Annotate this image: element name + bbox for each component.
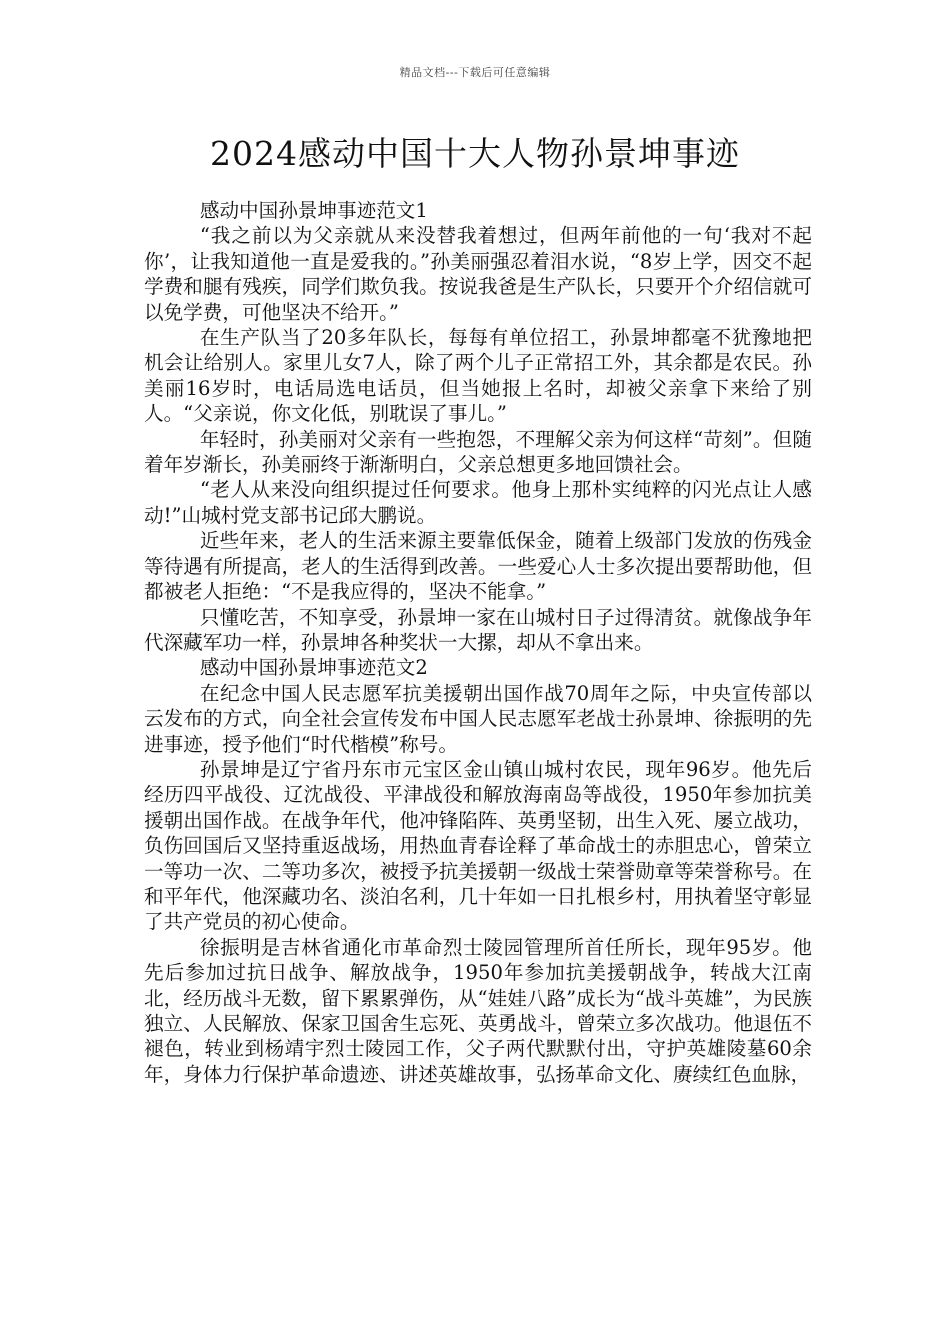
body-paragraph: “老人从来没向组织提过任何要求。他身上那朴实纯粹的闪光点让人感动!”山城村党支部书记邱大鹏说。 [144, 478, 812, 527]
body-paragraph: 只懂吃苦，不知享受，孙景坤一家在山城村日子过得清贫。就像战争年代深藏军功一样，孙景坤各种奖状一大摞，却从不拿出来。 [144, 605, 812, 654]
body-paragraph: 在生产队当了20多年队长，每每有单位招工，孙景坤都毫不犹豫地把机会让给别人。家里儿女7人，除了两个儿子正常招工外，其余都是农民。孙美丽16岁时，电话局选电话员，但当她报上名时，却被父亲拿下来给了别人。“父亲说，你文化低，别耽误了事儿。” [144, 326, 812, 426]
body-paragraph: 近些年来，老人的生活来源主要靠低保金，随着上级部门发放的伤残金等待遇有所提高，老人的生活得到改善。一些爱心人士多次提出要帮助他，但都被老人拒绝：“不是我应得的，坚决不能拿。” [144, 529, 812, 604]
body-paragraph: 徐振明是吉林省通化市革命烈士陵园管理所首任所长，现年95岁。他先后参加过抗日战争、解放战争，1950年参加抗美援朝战争，转战大江南北，经历战斗无数，留下累累弹伤，从“娃娃八路”成长为“战斗英雄”，为民族独立、人民解放、保家卫国舍生忘死、英勇战斗，曾荣立多次战功。他退伍不褪色，转业到杨靖宇烈士陵园工作，父子两代默默付出，守护英雄陵墓60余年，身体力行保护革命遗迹、讲述英雄故事，弘扬革命文化、赓续红色血脉， [144, 935, 812, 1086]
body-paragraph: 在纪念中国人民志愿军抗美援朝出国作战70周年之际，中央宣传部以云发布的方式，向全社会宣传发布中国人民志愿军老战士孙景坤、徐振明的先进事迹，授予他们“时代楷模”称号。 [144, 681, 812, 756]
section-heading: 感动中国孙景坤事迹范文2 [199, 656, 428, 680]
body-paragraph: “我之前以为父亲就从来没替我着想过，但两年前他的一句‘我对不起你’，让我知道他一直是爱我的。”孙美丽强忍着泪水说，“8岁上学，因交不起学费和腿有残疾，同学们欺负我。按说我爸是生产队长，只要开个介绍信就可以免学费，可他坚决不给开。” [144, 224, 812, 324]
document-body [144, 198, 812, 1087]
body-paragraph: 年轻时，孙美丽对父亲有一些抱怨，不理解父亲为何这样“苛刻”。但随着年岁渐长，孙美丽终于渐渐明白，父亲总想更多地回馈社会。 [144, 427, 812, 477]
body-paragraph: 孙景坤是辽宁省丹东市元宝区金山镇山城村农民，现年96岁。他先后经历四平战役、辽沈战役、平津战役和解放海南岛等战役，1950年参加抗美援朝出国作战。在战争年代，他冲锋陷阵、英勇坚韧，出生入死、屡立战功，负伤回国后又坚持重返战场，用热血青春诠释了革命战士的赤胆忠心，曾荣立一等功一次、二等功多次，被授予抗美援朝一级战士荣誉勋章等荣誉称号。在和平年代，他深藏功名、淡泊名利，几十年如一日扎根乡村，用执着坚守彰显了共产党员的初心使命。 [144, 757, 812, 934]
section-heading: 感动中国孙景坤事迹范文1 [199, 199, 428, 222]
document-title: 2024感动中国十大人物孙景坤事迹 [210, 134, 740, 173]
header-note: 精品文档---下载后可任意编辑 [399, 66, 551, 79]
